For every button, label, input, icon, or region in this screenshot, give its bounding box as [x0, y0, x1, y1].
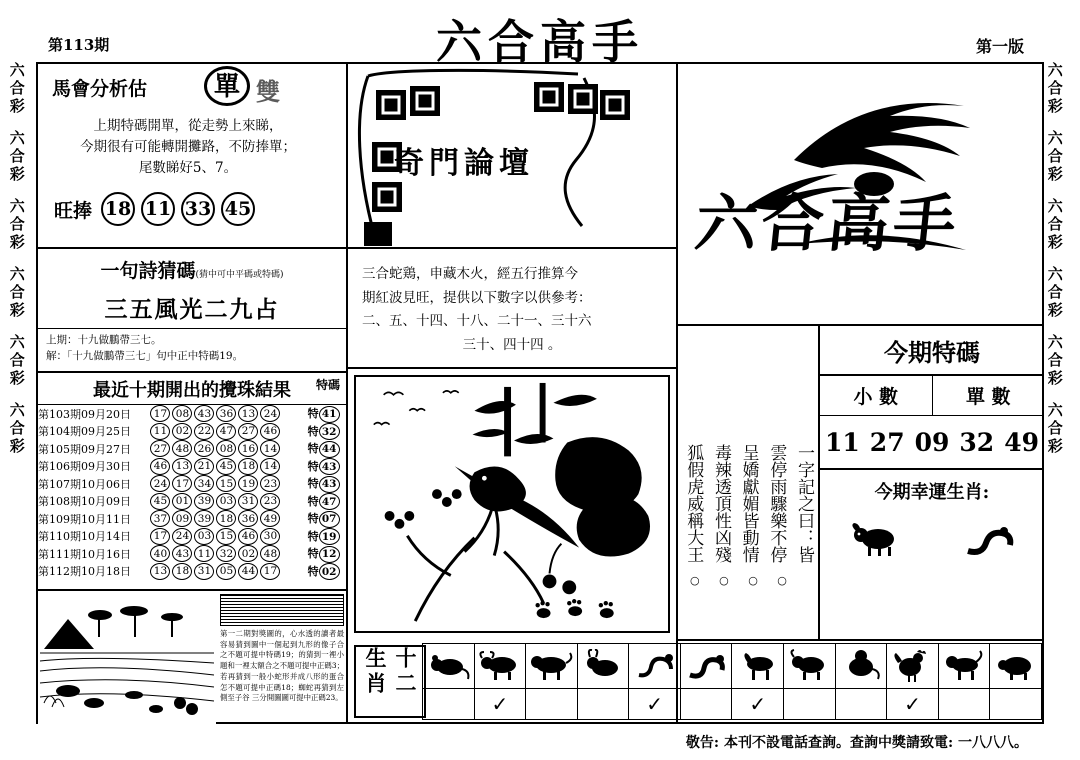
middle-column	[348, 64, 678, 722]
table-row	[38, 545, 346, 563]
result-number: 43	[194, 405, 214, 422]
results-table	[38, 405, 346, 580]
zodiac-check: ✓	[732, 688, 783, 719]
zodiac-cell[interactable]	[990, 643, 1042, 720]
result-number: 47	[216, 423, 236, 440]
result-number: 18	[216, 510, 236, 527]
zodiac-check	[784, 688, 835, 719]
analysis-note-line: 今期很有可能轉開攤路，不防捧單；	[80, 138, 296, 155]
table-row	[38, 475, 346, 493]
table-row	[38, 458, 346, 476]
left-column	[38, 64, 348, 722]
zodiac-table	[422, 643, 1042, 720]
result-number: 05	[216, 563, 236, 580]
result-number: 08	[172, 405, 192, 422]
poem-title-note: (猜中可中平碼或特碼)	[195, 270, 284, 280]
zodiac-check	[990, 688, 1041, 719]
result-special-label: 特	[307, 407, 319, 420]
micro-article-image	[220, 594, 344, 626]
micro-article-text: 第一二期對獎圖的，心水透的讀者最容易猜到圖中一個起到九形的像子合之不題可提中特碼19；的猜到一裡小題和一裡太額合之不題可提中正碼3；若再猜到一般小蛇形并成八形的蛋合怎不題可提中正碼18；蜘蛇再猜到左側至子谷 三分開圖圖可提中正碼23。	[220, 629, 344, 703]
result-number: 24	[150, 475, 170, 492]
rail-text: 六合彩	[1045, 198, 1064, 252]
zodiac-check	[423, 688, 474, 719]
result-number: 44	[238, 563, 258, 580]
result-number: 16	[238, 440, 258, 457]
table-row	[38, 423, 346, 441]
result-special-number: 32	[319, 423, 340, 440]
result-numbers	[149, 423, 307, 441]
result-date: 第105期09月27日	[38, 442, 131, 456]
result-special-number: 19	[319, 528, 340, 545]
result-number: 48	[172, 440, 192, 457]
pig-icon	[990, 644, 1041, 688]
poem-column: 呈嬌獻媚皆動情	[738, 444, 759, 563]
result-special	[308, 475, 346, 493]
result-number: 48	[260, 545, 280, 562]
result-special	[308, 423, 346, 441]
poem-column: 一字記之曰：皆	[794, 444, 814, 563]
result-number: 13	[238, 405, 258, 422]
result-number: 36	[238, 510, 258, 527]
result-date: 第108期10月09日	[38, 495, 131, 509]
result-special-label: 特	[307, 494, 319, 508]
zodiac-cell[interactable]	[732, 643, 784, 720]
table-row	[38, 440, 346, 458]
result-special-number: 43	[319, 476, 340, 493]
rat-icon	[423, 644, 474, 688]
result-number: 17	[150, 528, 170, 545]
footer-notice: 敬告: 本刊不設電話查詢。查詢中獎請致電: 一八八八。	[685, 735, 1028, 751]
snake-icon	[960, 519, 1016, 559]
result-date: 第110期10月14日	[38, 530, 131, 544]
special-number: 32	[959, 427, 995, 457]
zodiac-label-box	[354, 645, 426, 718]
result-special	[308, 405, 346, 423]
result-number: 15	[216, 475, 236, 492]
result-number: 27	[238, 423, 258, 440]
rooster-icon	[887, 644, 938, 688]
analysis-note	[38, 116, 338, 179]
result-special	[308, 458, 346, 476]
forum-text-block	[348, 249, 676, 369]
result-numbers	[149, 440, 307, 458]
table-row	[38, 493, 346, 511]
result-number: 03	[194, 528, 214, 545]
result-number: 23	[260, 475, 280, 492]
rail-text: 六合彩	[7, 198, 26, 252]
snake-icon	[681, 644, 732, 688]
result-date: 第112期10月18日	[38, 565, 131, 579]
special-numbers	[820, 416, 1044, 470]
zodiac-check	[836, 688, 887, 719]
forum-text-line: 三十、四十四 。	[462, 336, 562, 353]
result-numbers	[149, 458, 307, 476]
analysis-block	[38, 64, 346, 249]
result-special-number: 47	[319, 493, 340, 510]
poem-block	[38, 249, 346, 329]
analysis-title: 馬會分析估	[52, 78, 148, 100]
goat-icon	[784, 644, 835, 688]
forum-text-line: 期紅波見旺，提供以下數字以供參考：	[362, 289, 592, 306]
result-special-number: 43	[319, 458, 340, 475]
zodiac-check: ✓	[887, 688, 938, 719]
result-number: 46	[260, 423, 280, 440]
zodiac-check	[939, 688, 990, 719]
result-special	[308, 563, 346, 581]
zodiac-check: ✓	[629, 688, 680, 719]
result-number: 21	[194, 458, 214, 475]
right-rail	[1046, 62, 1072, 722]
result-number: 18	[238, 458, 258, 475]
result-number: 14	[260, 440, 280, 457]
result-special-label: 特	[307, 529, 319, 543]
result-number: 24	[260, 405, 280, 422]
result-number: 13	[150, 563, 170, 580]
zodiac-check	[578, 688, 629, 719]
result-number: 30	[260, 528, 280, 545]
dan-circle: 單	[204, 66, 250, 106]
monkey-icon	[836, 644, 887, 688]
special-number-panel	[818, 326, 1044, 639]
rail-text: 六合彩	[1045, 130, 1064, 184]
dragon-icon	[629, 644, 680, 688]
result-date: 第106期09月30日	[38, 460, 131, 474]
result-number: 32	[216, 545, 236, 562]
result-special-label: 特	[307, 424, 319, 438]
analysis-note-line: 尾數睇好5、7。	[138, 159, 238, 176]
table-row	[38, 405, 346, 423]
result-number: 27	[150, 440, 170, 457]
result-numbers	[149, 493, 307, 511]
forum-text-line: 三合蛇鶏，申藏木火，經五行推算今	[362, 266, 578, 282]
result-number: 39	[194, 493, 214, 510]
results-special-header: 特碼	[315, 378, 340, 392]
special-subheader: 小 數	[820, 376, 933, 415]
result-special	[308, 440, 346, 458]
result-number: 19	[238, 475, 258, 492]
poem-column: 毒辣透頂性凶殘	[710, 444, 731, 563]
result-number: 23	[260, 493, 280, 510]
result-number: 17	[260, 563, 280, 580]
result-number: 31	[238, 493, 258, 510]
zodiac-cell[interactable]	[836, 643, 888, 720]
zodiac-cell[interactable]	[939, 643, 991, 720]
table-row	[38, 528, 346, 546]
right-middle-block	[678, 326, 1044, 639]
lucky-zodiac-title: 今期幸運生肖:	[874, 482, 990, 503]
forum-title: 奇門論壇	[394, 146, 534, 181]
poem-column: 狐假虎威稱大王	[683, 444, 704, 563]
poem-dots: ○ ○ ○ ○	[690, 574, 795, 587]
result-number: 22	[194, 423, 214, 440]
result-number: 17	[172, 475, 192, 492]
result-special-number: 44	[319, 441, 340, 458]
rail-text: 六合彩	[7, 62, 26, 116]
result-number: 14	[260, 458, 280, 475]
result-special	[308, 545, 346, 563]
zodiac-cell[interactable]	[578, 643, 630, 720]
micro-article	[216, 591, 348, 724]
result-special	[308, 510, 346, 528]
hot-number-ball: 45	[221, 192, 255, 226]
result-number: 18	[172, 563, 192, 580]
result-number: 01	[172, 493, 192, 510]
zodiac-cell[interactable]	[475, 643, 527, 720]
poem-explain-line: 解：「十九做鵬帶三七」句中正中特碼19。	[46, 349, 244, 362]
result-number: 08	[216, 440, 236, 457]
result-special	[308, 528, 346, 546]
shuang-label: 雙	[256, 77, 280, 106]
zodiac-check	[526, 688, 577, 719]
result-number: 31	[194, 563, 214, 580]
rail-text: 六合彩	[1045, 266, 1064, 320]
rail-text: 六合彩	[7, 334, 26, 388]
result-special-number: 07	[319, 511, 340, 528]
result-number: 43	[172, 545, 192, 562]
result-date: 第107期10月06日	[38, 477, 131, 491]
edition-label: 第一版	[975, 37, 1024, 56]
rail-text: 六合彩	[7, 130, 26, 184]
result-number: 37	[150, 510, 170, 527]
masthead-title: 六合高手	[436, 15, 644, 69]
special-subheader: 單 數	[965, 386, 1011, 408]
result-number: 45	[150, 493, 170, 510]
tiger-icon	[526, 644, 577, 688]
result-number: 09	[172, 510, 192, 527]
result-number: 46	[238, 528, 258, 545]
brand-logo-text: 六合高手	[691, 187, 964, 260]
result-number: 11	[194, 545, 214, 562]
zodiac-cell[interactable]	[422, 643, 475, 720]
result-numbers	[149, 510, 307, 528]
result-special-label: 特	[307, 512, 319, 525]
result-numbers	[149, 405, 307, 423]
brand-logo-block	[678, 64, 1044, 326]
special-panel-subheaders	[820, 376, 1044, 416]
hot-number-ball: 33	[181, 192, 215, 226]
result-number: 39	[194, 510, 214, 527]
result-number: 26	[194, 440, 214, 457]
result-number: 49	[260, 510, 280, 527]
special-number: 27	[869, 427, 905, 457]
result-number: 24	[172, 528, 192, 545]
poem-column: 雲停雨驟樂不停	[766, 444, 787, 563]
result-special-label: 特	[307, 477, 319, 490]
left-art-block	[38, 591, 346, 724]
results-block	[38, 373, 346, 591]
result-numbers	[149, 528, 307, 546]
result-special-number: 41	[319, 406, 340, 423]
result-number: 02	[172, 423, 192, 440]
result-special-number: 02	[319, 563, 340, 580]
result-date: 第103期09月20日	[38, 407, 131, 421]
content-frame	[36, 62, 1044, 724]
hot-number-ball: 11	[141, 192, 175, 226]
result-number: 03	[216, 493, 236, 510]
poem-explain-block	[38, 329, 346, 373]
poem-title	[38, 256, 346, 283]
result-number: 36	[216, 405, 236, 422]
table-row	[38, 510, 346, 528]
rail-text: 六合彩	[1045, 334, 1064, 388]
result-numbers	[149, 475, 307, 493]
forum-header-block	[348, 64, 676, 249]
result-number: 40	[150, 545, 170, 562]
result-number: 02	[238, 545, 258, 562]
special-number: 49	[1004, 427, 1039, 457]
result-special	[308, 493, 346, 511]
issue-number: 第113期	[48, 36, 110, 54]
left-rail	[8, 62, 34, 722]
result-number: 34	[194, 475, 214, 492]
result-date: 第104期09月25日	[38, 425, 131, 439]
zodiac-label: 十二生肖	[363, 647, 418, 697]
lucky-zodiac-animals	[820, 508, 1044, 570]
zodiac-check: ✓	[475, 688, 526, 719]
results-title: 最近十期開出的攪珠結果	[38, 373, 346, 405]
zodiac-check	[681, 688, 732, 719]
landscape-illustration	[38, 591, 216, 724]
result-numbers	[149, 545, 307, 563]
result-special-label: 特	[307, 547, 319, 560]
poem-line: 三五風光二九占	[104, 296, 280, 323]
bird-bamboo-painting	[354, 375, 670, 633]
result-number: 17	[150, 405, 170, 422]
poem-title-text: 一句詩猜碼	[100, 260, 196, 282]
result-number: 13	[172, 458, 192, 475]
ox-icon	[475, 644, 526, 688]
result-special-label: 特	[307, 459, 319, 473]
result-number: 46	[150, 458, 170, 475]
dog-icon	[939, 644, 990, 688]
horse-icon	[732, 644, 783, 688]
result-special-number: 12	[319, 546, 340, 563]
right-column	[678, 64, 1044, 722]
rail-text: 六合彩	[7, 266, 26, 320]
painting-block	[348, 369, 676, 639]
analysis-note-line: 上期特碼開單，從走勢上來睇，	[93, 118, 283, 134]
result-date: 第109期10月11日	[38, 512, 131, 526]
result-number: 11	[150, 423, 170, 440]
vertical-poem	[678, 326, 818, 571]
zodiac-cell[interactable]	[887, 643, 939, 720]
result-numbers	[149, 563, 307, 581]
result-date: 第111期10月16日	[38, 547, 131, 561]
zodiac-cell[interactable]	[784, 643, 836, 720]
special-panel-title: 今期特碼	[820, 326, 1044, 376]
result-special-label: 特	[307, 564, 319, 578]
result-number: 15	[216, 528, 236, 545]
zodiac-cell[interactable]	[526, 643, 578, 720]
hot-label: 旺捧	[54, 199, 93, 222]
sheep-icon	[848, 519, 904, 559]
rail-text: 六合彩	[1045, 402, 1064, 456]
zodiac-cell[interactable]	[681, 643, 733, 720]
rail-text: 六合彩	[7, 402, 26, 456]
poem-explain-line: 上期：十九做鵬帶三七。	[46, 334, 162, 346]
hot-numbers-row	[38, 192, 346, 226]
table-row	[38, 563, 346, 581]
result-special-label: 特	[307, 442, 319, 455]
forum-text-line: 二、五、十四、十八、二十一、三十六	[362, 313, 592, 330]
result-number: 45	[216, 458, 236, 475]
special-number: 11	[825, 427, 860, 457]
rabbit-icon	[578, 644, 629, 688]
special-number: 09	[914, 427, 950, 457]
rail-text: 六合彩	[1045, 62, 1064, 116]
zodiac-cell[interactable]	[629, 643, 681, 720]
hot-number-ball: 18	[101, 192, 135, 226]
